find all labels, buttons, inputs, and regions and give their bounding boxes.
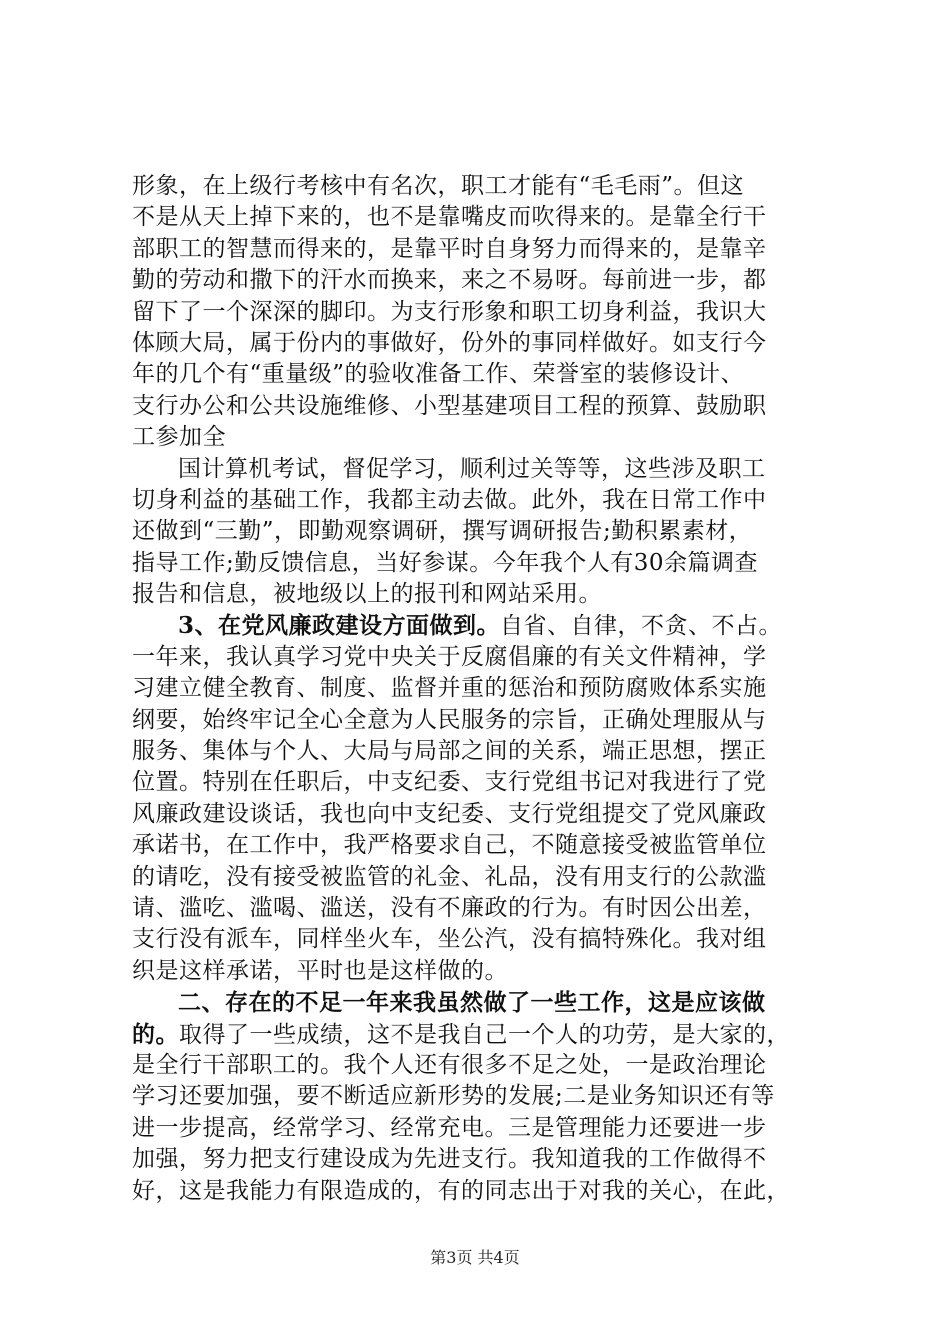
text-line-14: 报告和信息，被地级以上的报刊和网站采用。 (132, 581, 602, 608)
text-line-18: 纲要，始终牢记全心全意为人民服务的宗旨，正确处理服从与 (132, 706, 767, 733)
text-line-6: 体顾大局，属于份内的事做好，份外的事同样做好。如支行今 (132, 329, 767, 356)
text-line-33: 加强，努力把支行建设成为先进支行。我知道我的工作做得不 (132, 1146, 767, 1173)
text-line-5: 留下了一个深深的脚印。为支行形象和职工切身利益，我识大 (132, 298, 767, 325)
text-line-17: 习建立健全教育、制度、监督并重的惩治和预防腐败体系实施 (132, 675, 767, 702)
section-3-line (132, 610, 822, 641)
text-line-16: 一年来，我认真学习党中央关于反腐倡廉的有关文件精神，学 (132, 643, 767, 670)
text-line-24: 请、滥吃、滥喝、滥送，没有不廉政的行为。有时因公出差， (132, 894, 767, 921)
section-3-heading: 、在党风廉政建设方面做到。 (194, 612, 501, 640)
text-line-12: 还做到“三勤”，即勤观察调研，撰写调研报告;勤积累素材， (132, 518, 753, 545)
text-line-4: 勤的劳动和撒下的汗水而换来，来之不易呀。每前进一步，都 (132, 267, 767, 294)
document-body (132, 171, 822, 1207)
text-line-9: 工参加全 (132, 424, 226, 451)
text-line-10: 国计算机考试，督促学习，顺利过关等等，这些涉及职工 (178, 455, 766, 482)
section-2-lead: 取得了一些成绩，这不是我自己一个人的功劳，是大家的， (179, 1021, 790, 1048)
text-line-31: 学习还要加强，要不断适应新形势的发展;二是业务知识还有等 (132, 1083, 775, 1110)
text-line-13: 指导工作;勤反馈信息，当好参谋。今年我个人有30余篇调查 (132, 549, 759, 576)
text-line-3: 部职工的智慧而得来的，是靠平时自身努力而得来的，是靠辛 (132, 235, 767, 262)
text-line-1: 形象，在上级行考核中有名次，职工才能有“毛毛雨”。但这 (132, 173, 745, 199)
section-3-number: 3 (178, 612, 195, 640)
text-line-21: 风廉政建设谈话，我也向中支纪委、支行党组提交了党风廉政 (132, 800, 767, 827)
text-line-19: 服务、集体与个人、大局与局部之间的关系，端正思想，摆正 (132, 738, 767, 765)
section-2-heading-end: 的。 (132, 1020, 179, 1048)
text-line-11: 切身利益的基础工作，我都主动去做。此外，我在日常工作中 (132, 486, 767, 513)
text-line-32: 进一步提高，经常学习、经常充电。三是管理能力还要进一步 (132, 1114, 767, 1141)
section-2-heading: 二、存在的不足一年来我虽然做了一些工作，这是应该做 (178, 989, 766, 1017)
text-line-2: 不是从天上掉下来的，也不是靠嘴皮而吹得来的。是靠全行干 (132, 204, 767, 231)
text-line-25: 支行没有派车，同样坐火车，坐公汽，没有搞特殊化。我对组 (132, 926, 767, 953)
section-3-lead: 自省、自律，不贪、不占。 (500, 613, 783, 640)
page-number-footer: 第3页 共4页 (430, 1248, 520, 1267)
text-line-7: 年的几个有“重量级”的验收准备工作、荣誉室的装修设计、 (132, 361, 745, 388)
text-line-20: 位置。特别在任职后，中支纪委、支行党组书记对我进行了党 (132, 769, 767, 796)
text-line-22: 承诺书，在工作中，我严格要求自己，不随意接受被监管单位 (132, 832, 767, 859)
section-2-line-2 (132, 1019, 822, 1050)
text-line-26: 织是这样承诺，平时也是这样做的。 (132, 957, 508, 984)
text-line-30: 是全行干部职工的。我个人还有很多不足之处，一是政治理论 (132, 1051, 767, 1078)
text-line-34: 好，这是我能力有限造成的，有的同志出于对我的关心，在此， (132, 1177, 790, 1204)
text-line-23: 的请吃，没有接受被监管的礼金、礼品，没有用支行的公款滥 (132, 863, 767, 890)
text-line-8: 支行办公和公共设施维修、小型基建项目工程的预算、鼓励职 (132, 392, 767, 419)
